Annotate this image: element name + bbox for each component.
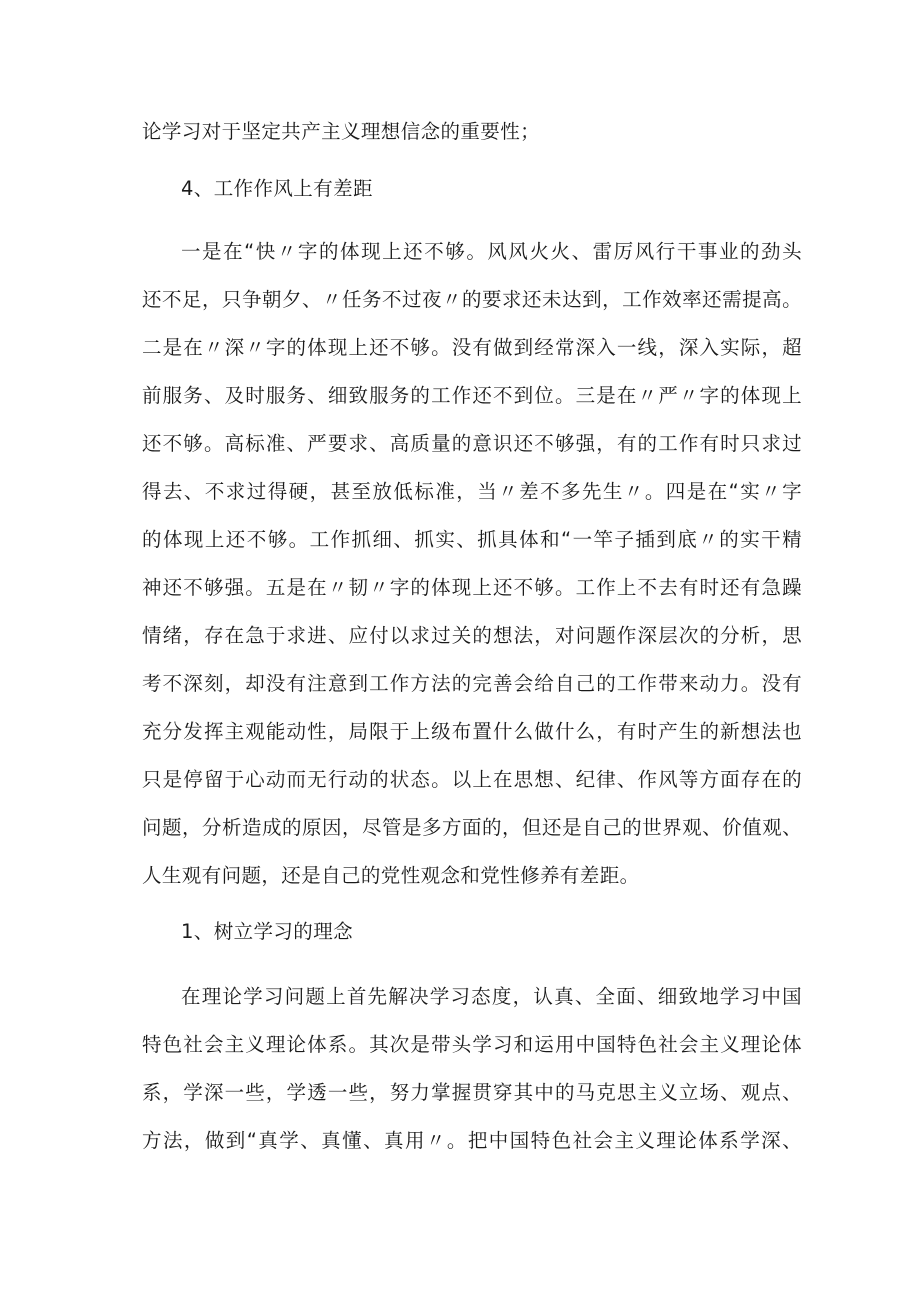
paragraph-line: 方法，做到“真学、真懂、真用〃。把中国特色社会主义理论体系学深、	[142, 1129, 802, 1152]
paragraph-line: 得去、不求过得硬，甚至放低标准，当〃差不多先生〃。四是在“实〃字	[142, 480, 802, 503]
paragraph-line: 还不够。高标准、严要求、高质量的意识还不够强，有的工作有时只求过	[142, 432, 802, 455]
paragraph-line: 在理论学习问题上首先解决学习态度，认真、全面、细致地学习中国	[181, 985, 802, 1008]
paragraph-line: 问题，分析造成的原因，尽管是多方面的，但还是自己的世界观、价值观、	[142, 816, 802, 839]
paragraph-line: 情绪，存在急于求进、应付以求过关的想法，对问题作深层次的分析，思	[142, 624, 802, 647]
paragraph-line: 一是在“快〃字的体现上还不够。风风火火、雷厉风行干事业的劲头	[181, 240, 802, 263]
paragraph-line: 论学习对于坚定共产主义理想信念的重要性；	[142, 120, 541, 143]
paragraph-line: 的体现上还不够。工作抓细、抓实、抓具体和“一竿子插到底〃的实干精	[142, 528, 802, 551]
section-heading: 4、工作作风上有差距	[181, 177, 373, 200]
paragraph-line: 人生观有问题，还是自己的党性观念和党性修养有差距。	[142, 864, 640, 887]
paragraph-line: 特色社会主义理论体系。其次是带头学习和运用中国特色社会主义理论体	[142, 1033, 802, 1056]
paragraph-line: 二是在〃深〃字的体现上还不够。没有做到经常深入一线，深入实际，超	[142, 336, 802, 359]
section-heading: 1、树立学习的理念	[181, 920, 354, 943]
paragraph-line: 还不足，只争朝夕、〃任务不过夜〃的要求还未达到，工作效率还需提高。	[142, 288, 802, 311]
paragraph-line: 只是停留于心动而无行动的状态。以上在思想、纪律、作风等方面存在的	[142, 768, 802, 791]
paragraph-line: 前服务、及时服务、细致服务的工作还不到位。三是在〃严〃字的体现上	[142, 384, 802, 407]
paragraph-line: 充分发挥主观能动性，局限于上级布置什么做什么，有时产生的新想法也	[142, 720, 802, 743]
paragraph-line: 系，学深一些，学透一些，努力掌握贯穿其中的马克思主义立场、观点、	[142, 1081, 802, 1104]
paragraph-line: 神还不够强。五是在〃韧〃字的体现上还不够。工作上不去有时还有急躁	[142, 576, 802, 599]
paragraph-line: 考不深刻，却没有注意到工作方法的完善会给自己的工作带来动力。没有	[142, 672, 802, 695]
